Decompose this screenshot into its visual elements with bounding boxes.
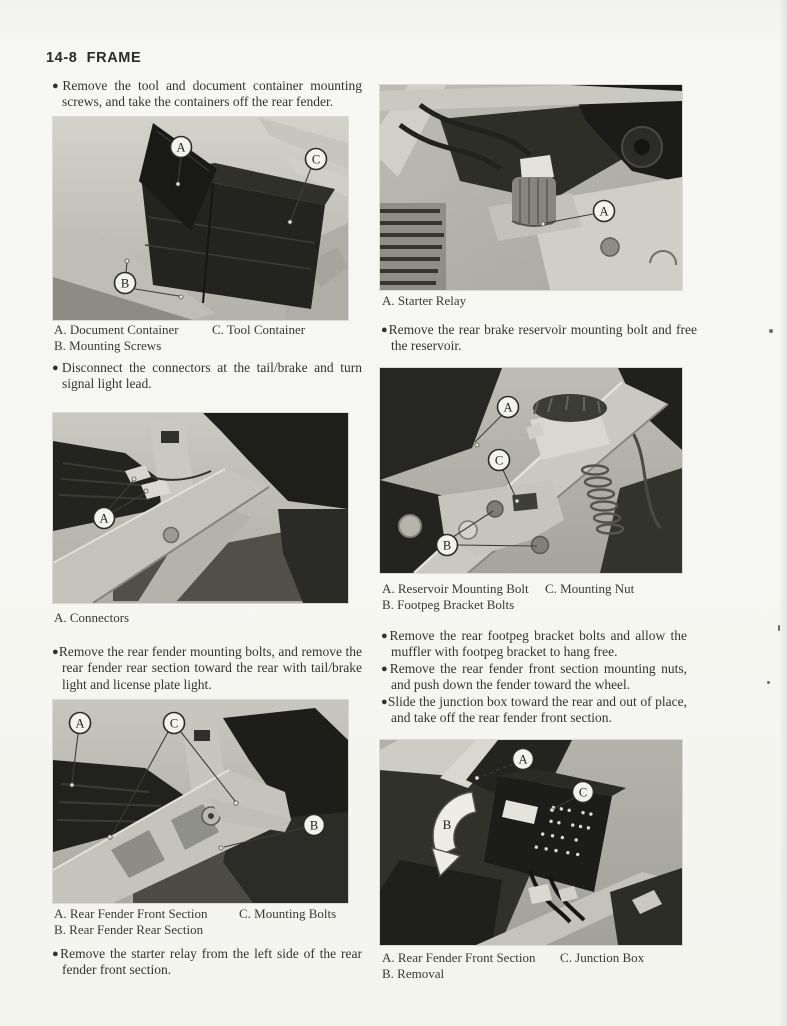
caption-item-a: A. Rear Fender Front Section <box>382 950 536 965</box>
svg-text:C: C <box>169 716 179 731</box>
step-text: Remove the rear brake reservoir mounting bolt and free the reservoir. <box>388 322 697 354</box>
instruction-step <box>381 661 687 694</box>
scan-speck <box>778 625 780 631</box>
svg-text:A: A <box>599 204 609 219</box>
photo-document-container <box>53 117 348 320</box>
instruction-step-group <box>381 628 687 726</box>
photo-caption <box>54 322 354 353</box>
svg-text:A: A <box>176 140 186 155</box>
svg-text:B: B <box>309 818 319 833</box>
step-text: Remove the starter relay from the left side of the rear fender front section. <box>60 946 362 978</box>
photo-caption <box>382 581 686 612</box>
svg-text:C: C <box>494 453 504 468</box>
bullet-icon: ● <box>52 646 59 658</box>
instruction-step <box>52 78 362 111</box>
svg-text:A: A <box>503 400 513 415</box>
caption-item-a: A. Document Container <box>54 322 179 337</box>
svg-text:B: B <box>120 276 130 291</box>
bullet-icon: ● <box>381 662 390 675</box>
bullet-icon: ● <box>381 324 389 336</box>
photo-caption <box>382 950 686 981</box>
step-text: Slide the junction box toward the rear and out of place, and take off the rear fender front section. <box>387 693 687 726</box>
svg-text:A: A <box>99 511 109 526</box>
instruction-step <box>52 360 362 393</box>
step-text: Remove the rear fender mounting bolts, and remove the rear fender rear section toward the rear with tail/brake light and license plate light. <box>58 644 362 692</box>
scan-edge-shadow <box>779 0 787 1026</box>
svg-text:C: C <box>578 785 588 800</box>
photo-connectors-image <box>53 413 348 603</box>
photo-caption <box>54 906 354 937</box>
instruction-step <box>381 694 687 727</box>
photo-starter-relay <box>380 85 682 290</box>
caption-item-b: B. Removal <box>382 965 445 981</box>
photo-starter-relay-image <box>380 85 682 290</box>
photo-rear-fender-sections <box>53 700 348 903</box>
caption-item-b: B. Rear Fender Rear Section <box>54 921 204 937</box>
caption-item-a: A. Rear Fender Front Section <box>54 906 208 921</box>
instruction-step <box>381 322 697 355</box>
photo-caption <box>382 293 686 309</box>
photo-connectors <box>53 413 348 603</box>
photo-brake-reservoir <box>380 368 682 573</box>
callout-b-letter: B <box>442 817 452 832</box>
caption-item-c: C. Mounting Bolts <box>239 906 337 921</box>
caption-item-a: A. Connectors <box>54 610 130 625</box>
caption-item-c: C. Mounting Nut <box>545 581 635 596</box>
photo-junction-box <box>380 740 682 945</box>
scan-speck <box>769 329 773 333</box>
scan-speck <box>767 681 770 684</box>
step-text: Remove the rear footpeg bracket bolts and allow the muffler with footpeg bracket to hang free. <box>389 628 687 660</box>
page-title: 14-8 FRAME <box>46 50 142 66</box>
caption-item-b: B. Footpeg Bracket Bolts <box>382 596 515 612</box>
caption-item-a: A. Reservoir Mounting Bolt <box>382 581 529 596</box>
instruction-step <box>52 644 362 693</box>
step-text: Remove the rear fender front section mounting nuts, and push down the fender toward the wheel. <box>389 660 687 693</box>
svg-text:A: A <box>75 716 85 731</box>
caption-item-c: C. Junction Box <box>560 950 645 965</box>
photo-caption <box>54 610 354 626</box>
instruction-step <box>381 628 687 661</box>
caption-item-b: B. Mounting Screws <box>54 337 162 353</box>
step-text: Remove the tool and document container mounting screws, and take the containers off the rear fender. <box>62 78 363 110</box>
caption-item-a: A. Starter Relay <box>382 293 467 308</box>
bullet-icon: ● <box>381 630 390 642</box>
bullet-icon: ● <box>381 695 388 708</box>
photo-document-container-image <box>53 117 348 320</box>
caption-item-c: C. Tool Container <box>212 322 306 337</box>
bullet-icon: ● <box>52 80 63 92</box>
photo-junction-box-image <box>380 740 682 945</box>
svg-text:C: C <box>311 152 321 167</box>
photo-brake-reservoir-image <box>380 368 682 573</box>
bullet-icon: ● <box>52 362 62 374</box>
bullet-icon: ● <box>52 948 61 960</box>
svg-text:A: A <box>518 752 528 767</box>
step-text: Disconnect the connectors at the tail/brake and turn signal light lead. <box>61 360 362 392</box>
instruction-step <box>52 946 362 979</box>
photo-rear-fender-sections-image <box>53 700 348 903</box>
svg-text:B: B <box>442 538 452 553</box>
